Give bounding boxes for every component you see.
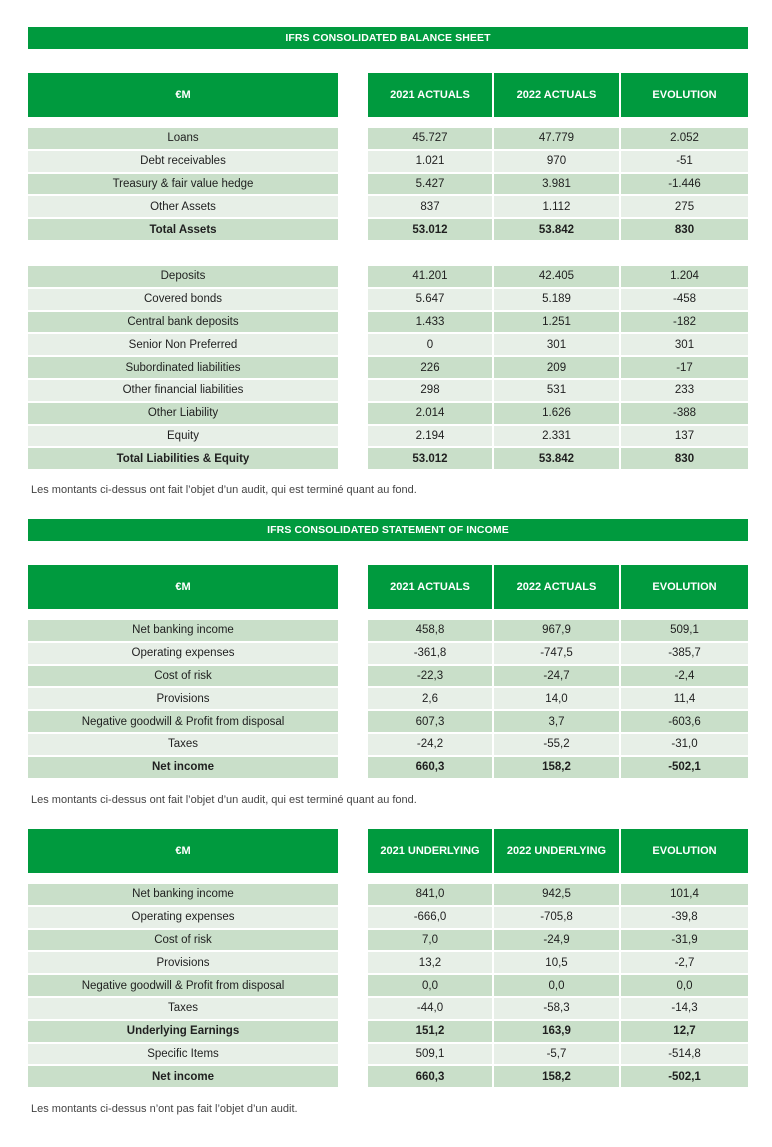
- value-evolution: -182: [621, 312, 748, 333]
- value-2021: -24,2: [368, 734, 492, 755]
- balance-sheet-banner: IFRS CONSOLIDATED BALANCE SHEET: [28, 27, 748, 49]
- value-2021: 660,3: [368, 757, 492, 778]
- value-2022: 2.331: [494, 426, 619, 447]
- row-label: Specific Items: [28, 1044, 338, 1065]
- value-evolution: -458: [621, 289, 748, 310]
- value-evolution: 12,7: [621, 1021, 748, 1042]
- value-evolution: 830: [621, 219, 748, 240]
- table-row: [28, 619, 748, 642]
- value-2022: -24,9: [494, 930, 619, 951]
- value-2022: 163,9: [494, 1021, 619, 1042]
- header-2021: 2021 UNDERLYING: [368, 829, 492, 873]
- value-2021: 2.014: [368, 403, 492, 424]
- row-label: Provisions: [28, 688, 338, 709]
- row-label: Negative goodwill & Profit from disposal: [28, 975, 338, 996]
- row-label: Taxes: [28, 734, 338, 755]
- value-2021: -666,0: [368, 907, 492, 928]
- value-2022: 1.112: [494, 196, 619, 217]
- value-2021: 45.727: [368, 128, 492, 149]
- value-evolution: -2,4: [621, 666, 748, 687]
- value-2022: 209: [494, 357, 619, 378]
- table-row: [28, 974, 748, 997]
- balance-sheet-table: [28, 73, 748, 470]
- row-label: Net banking income: [28, 884, 338, 905]
- value-2022: 47.779: [494, 128, 619, 149]
- value-evolution: -603,6: [621, 711, 748, 732]
- table-row: [28, 265, 748, 288]
- value-evolution: -2,7: [621, 952, 748, 973]
- row-label: Senior Non Preferred: [28, 334, 338, 355]
- value-evolution: -17: [621, 357, 748, 378]
- value-evolution: -388: [621, 403, 748, 424]
- table-row: [28, 173, 748, 196]
- income-statement-banner: IFRS CONSOLIDATED STATEMENT OF INCOME: [28, 519, 748, 541]
- header-evolution: EVOLUTION: [621, 73, 748, 117]
- value-2021: 841,0: [368, 884, 492, 905]
- row-label: Taxes: [28, 998, 338, 1019]
- value-2021: 1.433: [368, 312, 492, 333]
- underlying-table: [28, 829, 748, 1088]
- total-row: [28, 1065, 748, 1088]
- row-label: Covered bonds: [28, 289, 338, 310]
- table-row: [28, 951, 748, 974]
- value-evolution: -502,1: [621, 757, 748, 778]
- table-row: [28, 311, 748, 334]
- row-label: Underlying Earnings: [28, 1021, 338, 1042]
- value-evolution: 275: [621, 196, 748, 217]
- value-2022: 967,9: [494, 620, 619, 641]
- value-2022: 158,2: [494, 757, 619, 778]
- income-statement-table: [28, 565, 748, 779]
- value-2021: -22,3: [368, 666, 492, 687]
- value-2022: 53.842: [494, 219, 619, 240]
- header-2022: 2022 ACTUALS: [494, 73, 619, 117]
- table-row: [28, 997, 748, 1020]
- total-row: [28, 756, 748, 779]
- value-2022: -58,3: [494, 998, 619, 1019]
- table-header: [28, 73, 748, 117]
- value-2022: -24,7: [494, 666, 619, 687]
- value-evolution: 0,0: [621, 975, 748, 996]
- value-2022: 5.189: [494, 289, 619, 310]
- value-evolution: -514,8: [621, 1044, 748, 1065]
- value-2022: 0,0: [494, 975, 619, 996]
- value-2021: 41.201: [368, 266, 492, 287]
- value-2022: 53.842: [494, 448, 619, 469]
- table-row: [28, 642, 748, 665]
- value-evolution: 1.204: [621, 266, 748, 287]
- table-row: [28, 883, 748, 906]
- value-evolution: -31,9: [621, 930, 748, 951]
- table-row: [28, 710, 748, 733]
- value-2022: 301: [494, 334, 619, 355]
- value-2022: -55,2: [494, 734, 619, 755]
- table-row: [28, 379, 748, 402]
- value-2022: 42.405: [494, 266, 619, 287]
- value-evolution: -1.446: [621, 174, 748, 195]
- value-2021: 837: [368, 196, 492, 217]
- value-2021: 509,1: [368, 1044, 492, 1065]
- audit-note: Les montants ci-dessus ont fait l’objet d’un audit, qui est terminé quant au fond.: [31, 484, 417, 496]
- value-2022: -705,8: [494, 907, 619, 928]
- value-2021: 7,0: [368, 930, 492, 951]
- header-label: €M: [28, 829, 338, 873]
- value-evolution: -502,1: [621, 1066, 748, 1087]
- value-2022: 3,7: [494, 711, 619, 732]
- row-label: Treasury & fair value hedge: [28, 174, 338, 195]
- value-2021: 53.012: [368, 219, 492, 240]
- value-evolution: -39,8: [621, 907, 748, 928]
- value-2021: 151,2: [368, 1021, 492, 1042]
- table-row: [28, 402, 748, 425]
- header-label: €M: [28, 565, 338, 609]
- header-2022: 2022 ACTUALS: [494, 565, 619, 609]
- table-row: [28, 929, 748, 952]
- row-label: Total Assets: [28, 219, 338, 240]
- value-evolution: 233: [621, 380, 748, 401]
- value-2021: -44,0: [368, 998, 492, 1019]
- value-evolution: 301: [621, 334, 748, 355]
- value-2022: 1.251: [494, 312, 619, 333]
- audit-note: Les montants ci-dessus ont fait l’objet d’un audit, qui est terminé quant au fond.: [31, 794, 417, 806]
- header-label: €M: [28, 73, 338, 117]
- table-header: [28, 565, 748, 609]
- row-label: Net income: [28, 1066, 338, 1087]
- value-2021: 0: [368, 334, 492, 355]
- table-row: [28, 425, 748, 448]
- table-row: [28, 195, 748, 218]
- value-evolution: -51: [621, 151, 748, 172]
- value-evolution: 830: [621, 448, 748, 469]
- row-label: Net income: [28, 757, 338, 778]
- value-2021: 0,0: [368, 975, 492, 996]
- subtotal-row: [28, 1020, 748, 1043]
- value-2021: 2.194: [368, 426, 492, 447]
- row-label: Operating expenses: [28, 643, 338, 664]
- row-label: Other Assets: [28, 196, 338, 217]
- value-2022: -5,7: [494, 1044, 619, 1065]
- value-evolution: -385,7: [621, 643, 748, 664]
- value-2021: 5.647: [368, 289, 492, 310]
- row-label: Other Liability: [28, 403, 338, 424]
- value-2021: 2,6: [368, 688, 492, 709]
- header-2021: 2021 ACTUALS: [368, 73, 492, 117]
- table-row: [28, 356, 748, 379]
- value-2021: 298: [368, 380, 492, 401]
- row-label: Loans: [28, 128, 338, 149]
- row-label: Debt receivables: [28, 151, 338, 172]
- row-label: Other financial liabilities: [28, 380, 338, 401]
- header-evolution: EVOLUTION: [621, 829, 748, 873]
- value-evolution: 101,4: [621, 884, 748, 905]
- value-evolution: -14,3: [621, 998, 748, 1019]
- value-evolution: 2.052: [621, 128, 748, 149]
- row-label: Net banking income: [28, 620, 338, 641]
- value-evolution: 509,1: [621, 620, 748, 641]
- value-2021: 5.427: [368, 174, 492, 195]
- row-label: Equity: [28, 426, 338, 447]
- table-row: [28, 333, 748, 356]
- total-row: [28, 447, 748, 470]
- row-label: Central bank deposits: [28, 312, 338, 333]
- value-evolution: 137: [621, 426, 748, 447]
- value-2021: 660,3: [368, 1066, 492, 1087]
- row-label: Cost of risk: [28, 666, 338, 687]
- table-row: [28, 665, 748, 688]
- value-2021: 53.012: [368, 448, 492, 469]
- row-label: Operating expenses: [28, 907, 338, 928]
- value-2022: 158,2: [494, 1066, 619, 1087]
- header-2022: 2022 UNDERLYING: [494, 829, 619, 873]
- table-row: [28, 150, 748, 173]
- table-row: [28, 733, 748, 756]
- value-evolution: -31,0: [621, 734, 748, 755]
- value-2022: 14,0: [494, 688, 619, 709]
- value-2022: 970: [494, 151, 619, 172]
- table-header: [28, 829, 748, 873]
- total-row: [28, 218, 748, 241]
- row-label: Deposits: [28, 266, 338, 287]
- table-row: [28, 1043, 748, 1066]
- row-label: Cost of risk: [28, 930, 338, 951]
- value-2022: 10,5: [494, 952, 619, 973]
- value-2021: 1.021: [368, 151, 492, 172]
- value-2021: 226: [368, 357, 492, 378]
- value-2021: -361,8: [368, 643, 492, 664]
- table-row: [28, 127, 748, 150]
- value-2021: 458,8: [368, 620, 492, 641]
- audit-note: Les montants ci-dessus n’ont pas fait l’objet d’un audit.: [31, 1103, 298, 1115]
- table-row: [28, 687, 748, 710]
- value-2021: 607,3: [368, 711, 492, 732]
- value-2022: 3.981: [494, 174, 619, 195]
- value-2022: 942,5: [494, 884, 619, 905]
- value-2021: 13,2: [368, 952, 492, 973]
- header-evolution: EVOLUTION: [621, 565, 748, 609]
- row-label: Total Liabilities & Equity: [28, 448, 338, 469]
- value-2022: 531: [494, 380, 619, 401]
- row-label: Provisions: [28, 952, 338, 973]
- row-label: Negative goodwill & Profit from disposal: [28, 711, 338, 732]
- header-2021: 2021 ACTUALS: [368, 565, 492, 609]
- value-2022: 1.626: [494, 403, 619, 424]
- value-evolution: 11,4: [621, 688, 748, 709]
- row-label: Subordinated liabilities: [28, 357, 338, 378]
- table-row: [28, 906, 748, 929]
- table-row: [28, 288, 748, 311]
- value-2022: -747,5: [494, 643, 619, 664]
